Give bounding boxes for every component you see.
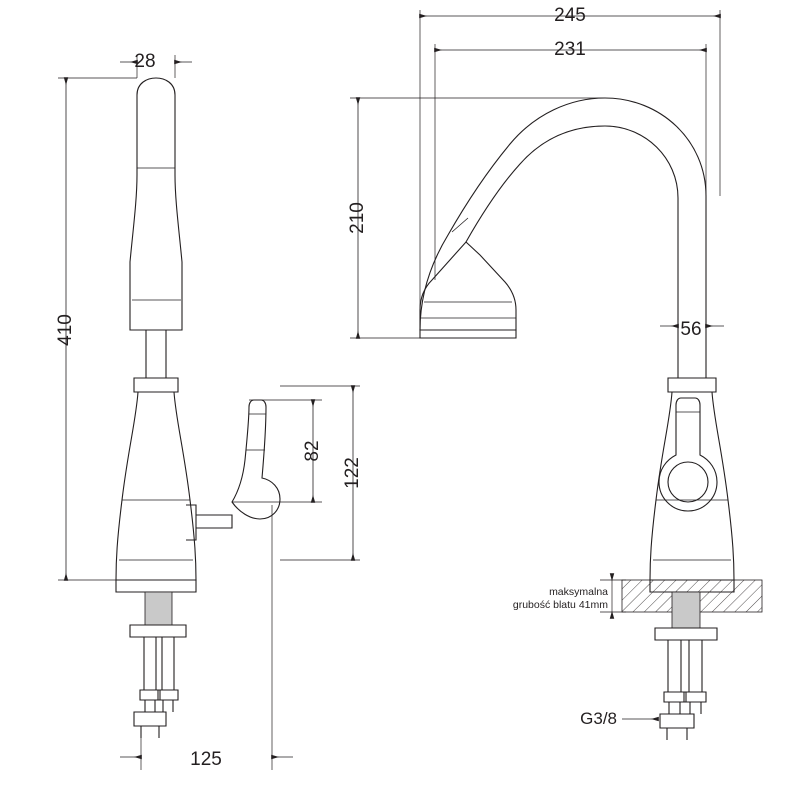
side-view-faucet-outline [420, 98, 762, 740]
dim-overall-depth: 245 [554, 5, 586, 27]
label-thread-size: G3/8 [580, 709, 617, 728]
dim-column-offset: 56 [680, 319, 702, 341]
front-view-faucet-outline [116, 78, 280, 738]
dim-handle-height: 82 [302, 440, 324, 462]
note-countertop-line1: maksymalna [549, 586, 608, 598]
side-view-dimensions [347, 5, 724, 728]
dim-total-height: 410 [55, 314, 77, 346]
dim-base-width: 125 [190, 749, 222, 771]
front-view-dimensions [55, 51, 363, 770]
dim-spout-height: 210 [347, 202, 369, 234]
dim-spout-reach: 231 [554, 39, 586, 61]
note-countertop-line2: grubość blatu 41mm [512, 599, 608, 611]
dim-spout-width: 28 [134, 51, 156, 73]
dim-body-height: 122 [342, 457, 364, 489]
